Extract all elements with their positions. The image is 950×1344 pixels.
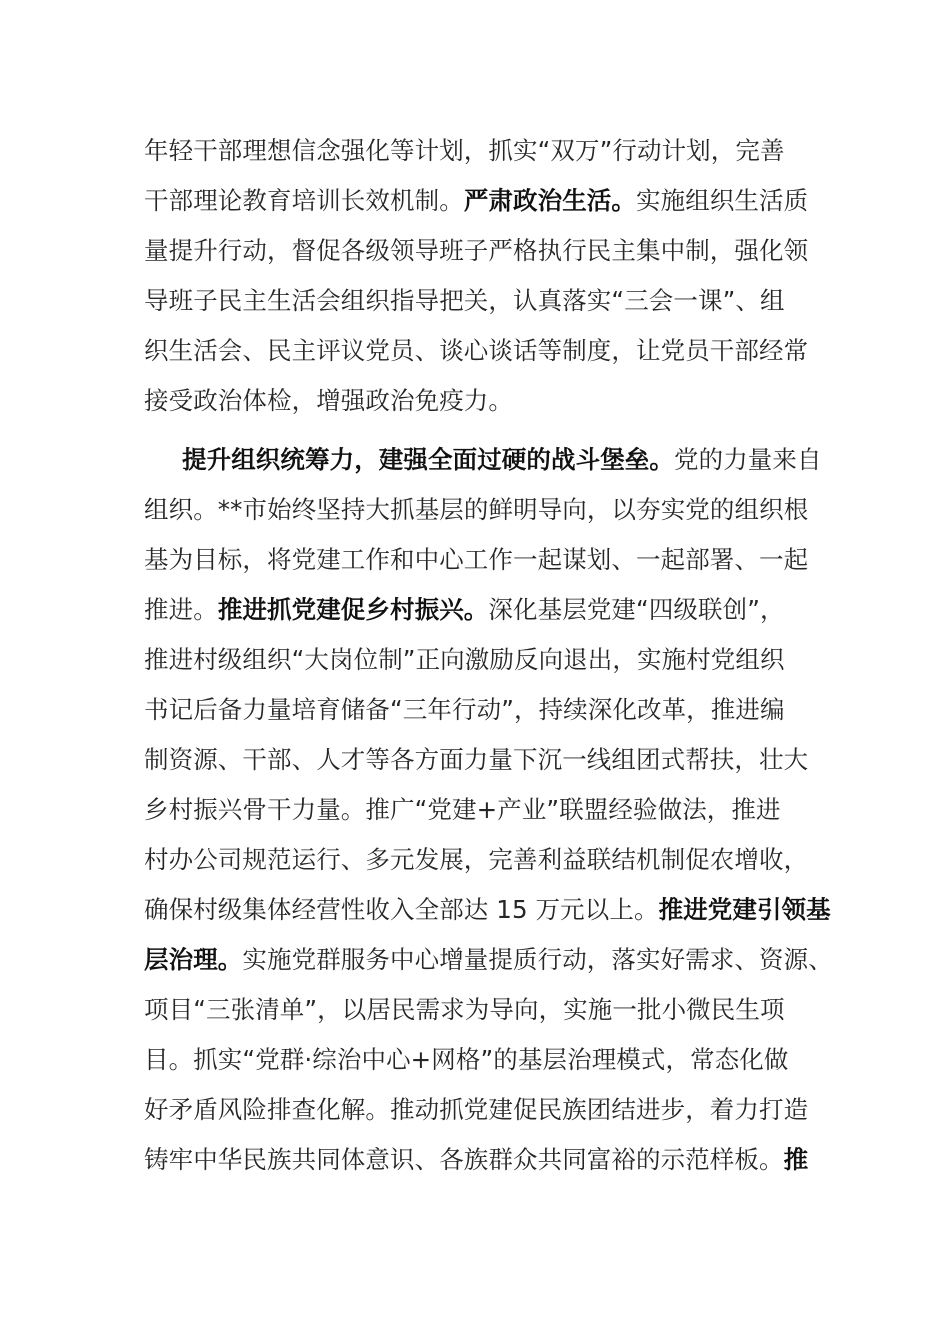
text-run: 导班子民主生活会组织指导把关，认真落实“三会一课”、组 <box>144 286 785 315</box>
text-run: 目。抓实“党群·综治中心+网格”的基层治理模式，常态化做 <box>144 1045 789 1074</box>
text-run: 推进村级组织“大岗位制”正向激励反向退出，实施村党组织 <box>144 645 785 674</box>
text-run: 铸牢中华民族共同体意识、各族群众共同富裕的示范样板。 <box>144 1145 784 1174</box>
bold-heading-run: 严肃政治生活。 <box>463 186 637 215</box>
text-line <box>144 176 816 226</box>
text-line <box>144 1035 816 1085</box>
bold-heading-run: 推进党建引领基 <box>658 895 831 924</box>
text-line <box>144 885 831 935</box>
text-run: 年轻干部理想信念强化等计划，抓实“双万”行动计划，完善 <box>144 136 785 165</box>
bold-heading-run: 推 <box>783 1145 809 1174</box>
paragraph-1 <box>144 126 816 426</box>
text-run: 组织。**市始终坚持大抓基层的鲜明导向，以夯实党的组织根 <box>144 495 809 524</box>
text-run: 书记后备力量培育储备“三年行动”，持续深化改革，推进编 <box>144 695 785 724</box>
text-line <box>144 785 816 835</box>
text-run: 实施组织生活质 <box>636 186 809 215</box>
text-run: 基为目标，将党建工作和中心工作一起谋划、一起部署、一起 <box>144 545 809 574</box>
text-line <box>144 435 822 485</box>
text-run: 党的力量来自 <box>674 445 822 474</box>
text-line <box>144 126 816 176</box>
text-run: 好矛盾风险排查化解。推动抓党建促民族团结进步，着力打造 <box>144 1095 809 1124</box>
text-line <box>144 835 816 885</box>
text-run: 推进。 <box>144 595 218 624</box>
text-line <box>144 326 816 376</box>
bold-heading-run: 提升组织统筹力，建强全面过硬的战斗堡垒。 <box>182 445 674 474</box>
text-run: 深化基层党建“四级联创”， <box>488 595 785 624</box>
text-run: 项目“三张清单”，以居民需求为导向，实施一批小微民生项 <box>144 995 785 1024</box>
text-run: 确保村级集体经营性收入全部达 15 万元以上。 <box>144 895 659 924</box>
text-line <box>144 735 816 785</box>
text-line <box>144 585 816 635</box>
text-line <box>144 226 816 276</box>
text-line <box>144 535 816 585</box>
text-run: 织生活会、民主评议党员、谈心谈话等制度，让党员干部经常 <box>144 336 809 365</box>
text-line <box>144 485 816 535</box>
text-run: 接受政治体检，增强政治免疫力。 <box>144 386 513 415</box>
bold-heading-run: 推进抓党建促乡村振兴。 <box>217 595 489 624</box>
paragraph-2 <box>144 435 833 1185</box>
text-run: 干部理论教育培训长效机制。 <box>144 186 464 215</box>
text-run: 乡村振兴骨干力量。推广“党建+产业”联盟经验做法，推进 <box>144 795 781 824</box>
text-run: 实施党群服务中心增量提质行动，落实好需求、资源、 <box>242 945 833 974</box>
text-run: 制资源、干部、人才等各方面力量下沉一线组团式帮扶，壮大 <box>144 745 809 774</box>
text-line <box>144 1085 816 1135</box>
text-line <box>144 935 833 985</box>
bold-heading-run: 层治理。 <box>144 945 243 974</box>
text-run: 量提升行动，督促各级领导班子严格执行民主集中制，强化领 <box>144 236 809 265</box>
text-line <box>144 1135 816 1185</box>
text-line <box>144 276 816 326</box>
text-line <box>144 685 816 735</box>
text-line <box>144 376 816 426</box>
text-line <box>144 985 816 1035</box>
text-line <box>144 635 816 685</box>
text-run: 村办公司规范运行、多元发展，完善利益联结机制促农增收， <box>144 845 809 874</box>
